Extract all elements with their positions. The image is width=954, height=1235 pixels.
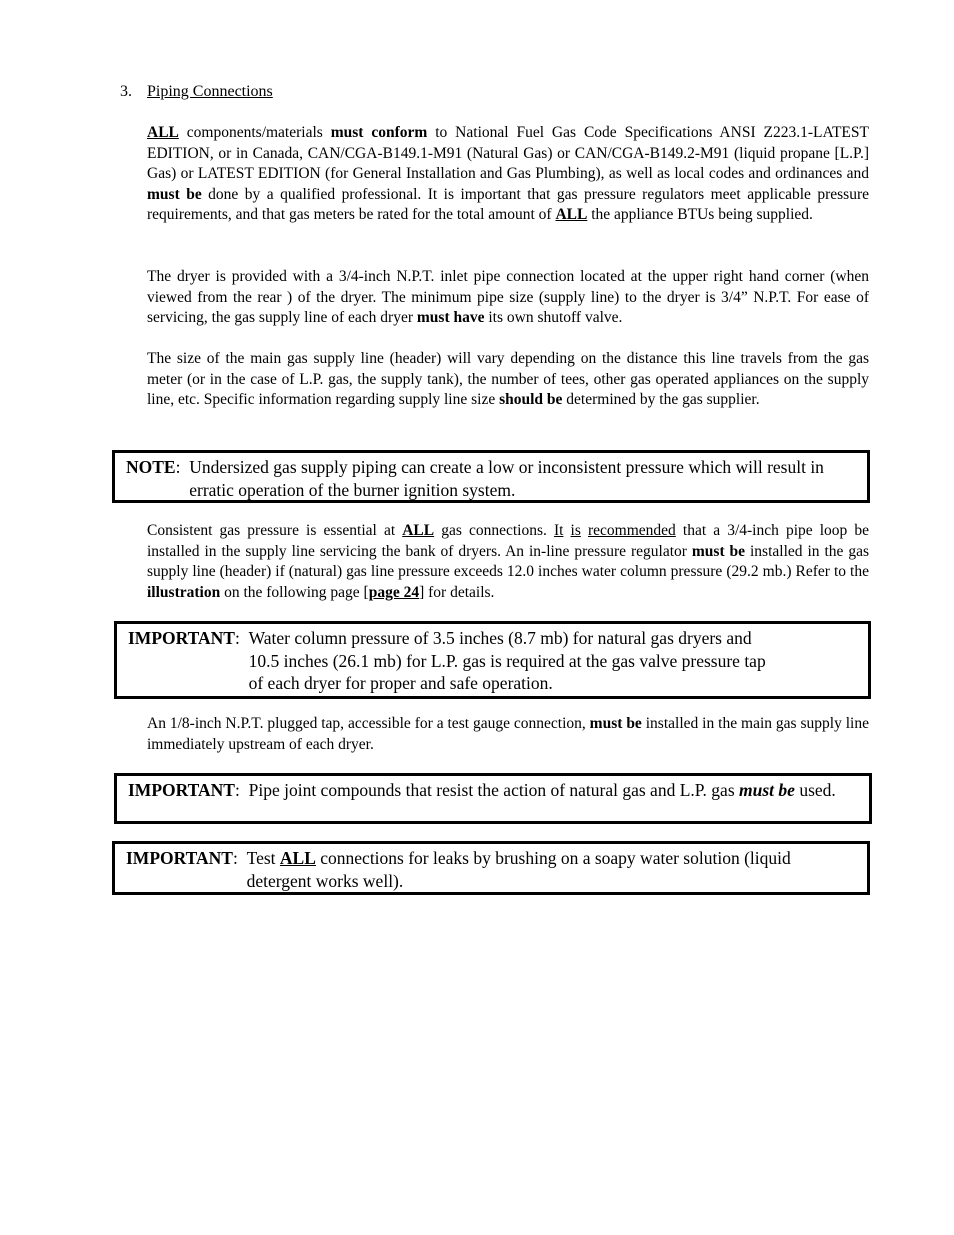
- paragraph-test-gauge-tap: An 1/8-inch N.P.T. plugged tap, accessible for a test gauge connection, must be installed in the main gas supply line immediately upstream of each dryer.: [147, 715, 869, 753]
- emphasis-illustration: illustration: [147, 583, 221, 601]
- important-text: Pipe joint compounds that resist the action of natural gas and L.P. gas must be used.: [248, 780, 836, 800]
- important-box-water-column: IMPORTANT: Water column pressure of 3.5 inches (8.7 mb) for natural gas dryers and 10.5 inches (26.1 mb) for L.P. gas is required at the gas valve pressure tap of each dryer for proper and safe operation.: [114, 621, 871, 699]
- emphasis-must-have: must have: [416, 309, 485, 327]
- paragraph-code-compliance: ALL components/materials must conform to National Fuel Gas Code Specifications ANSI Z223.1-LATEST EDITION, or in Canada, CAN/CGA-B149.1-M91 (Natural Gas) or CAN/CGA-B149.2-M91 (liquid propane [L.P.] Gas) or LATEST EDITION (for General Installation and Gas Plumbing), as well as local codes and ordinances and must be done by a qualified professional. It is important that gas pressure regulators meet applicable pressure requirements, and that gas meters be rated for the total amount of ALL the appliance BTUs being supplied.: [147, 124, 869, 224]
- page-reference-link[interactable]: page 24: [368, 583, 420, 601]
- emphasis-must-be: must be: [147, 185, 202, 203]
- emphasis-must-be: must be: [739, 780, 795, 800]
- important-box-joint-compounds: IMPORTANT: Pipe joint compounds that resist the action of natural gas and L.P. gas must be used.: [114, 773, 872, 824]
- emphasis-all: ALL: [147, 124, 179, 141]
- important-label: IMPORTANT: [128, 628, 235, 648]
- important-label: IMPORTANT: [126, 848, 233, 868]
- emphasis-all: ALL: [279, 848, 316, 868]
- emphasis-must-be: must be: [691, 542, 746, 560]
- note-label: NOTE: [126, 457, 176, 477]
- emphasis-must-conform: must conform: [330, 124, 428, 141]
- important-text: Test ALL connections for leaks by brushing on a soapy water solution (liquid detergent works well).: [246, 848, 791, 891]
- important-label: IMPORTANT: [128, 780, 235, 800]
- important-text-line: Water column pressure of 3.5 inches (8.7 mb) for natural gas dryers and: [248, 628, 752, 648]
- emphasis-all: ALL: [555, 206, 588, 224]
- paragraph-supply-line-size: The size of the main gas supply line (header) will vary depending on the distance this line travels from the gas meter (or in the case of L.P. gas, the supply tank), the number of tees, other gas operated appliances on the supply line, etc. Specific information regarding supply line size should be determined by the gas supplier.: [147, 350, 869, 409]
- note-text: Undersized gas supply piping can create a low or inconsistent pressure which will result in erratic operation of the burner ignition system.: [189, 457, 824, 500]
- important-box-leak-test: IMPORTANT: Test ALL connections for leaks by brushing on a soapy water solution (liquid detergent works well).: [112, 841, 870, 895]
- important-text-line: 10.5 inches (26.1 mb) for L.P. gas is required at the gas valve pressure tap: [248, 650, 766, 671]
- emphasis-should-be: should be: [499, 391, 563, 409]
- paragraph-consistent-pressure: Consistent gas pressure is essential at ALL gas connections. It is recommended that a 3/4-inch pipe loop be installed in the supply line servicing the bank of dryers. An in-line pressure regulator must be installed in the gas supply line (header) if (natural) gas line pressure exceeds 12.0 inches water column pressure (29.2 mb.) Refer to the illustration on the following page [page 24] for details.: [147, 522, 870, 601]
- note-box: NOTE: Undersized gas supply piping can create a low or inconsistent pressure which will result in erratic operation of the burner ignition system.: [112, 450, 870, 503]
- section-heading: [120, 82, 273, 102]
- emphasis-must-be: must be: [589, 715, 642, 732]
- section-number: 3.: [120, 83, 132, 100]
- important-text-line: of each dryer for proper and safe operation.: [248, 673, 553, 693]
- section-title: Piping Connections: [147, 83, 273, 100]
- paragraph-inlet-connection: The dryer is provided with a 3/4-inch N.P.T. inlet pipe connection located at the upper right hand corner (when viewed from the rear ) of the dryer. The minimum pipe size (supply line) to the dryer is 3/4” N.P.T. For ease of servicing, the gas supply line of each dryer must have its own shutoff valve.: [147, 268, 869, 327]
- emphasis-all: ALL: [402, 522, 435, 539]
